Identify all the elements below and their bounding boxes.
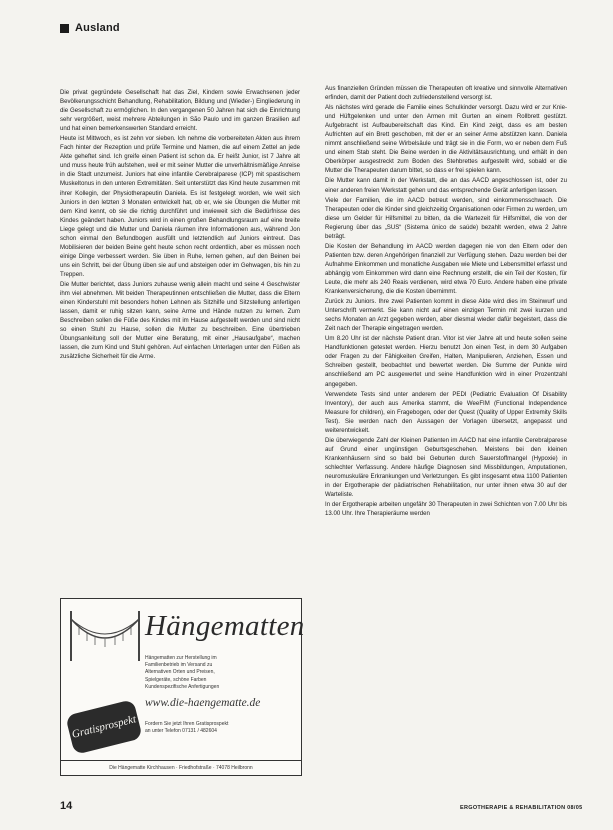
ad-order-info <box>145 721 295 735</box>
paragraph: Die überwiegende Zahl der Kleinen Patienten im AACD hat eine infantile Cerebralparese auf Grund einer ungünstigen Geburtsgeschehen. Meistens bei den kleinen Krankenhäusern sind so bald bei Geburten durch Sauerstoffmangel (Hypoxie) in schlechter Verfassung. Andere häufige Diagnosen sind Missbildungen, Amputationen, neuromuskuläre Erkrankungen und Verletzungen. Es gibt insgesamt etwa 1100 Patienten in der Ergotherapie der pädiatrischen Rehabilitation, nur unter ihnen etwa 30 auf der Warteliste. <box>325 436 567 499</box>
paragraph: Verwendete Tests sind unter anderem der PEDI (Pediatric Evaluation Of Disability Inventory), der auch aus Amerika stammt, die WeeFIM (Functional Independence Measure for children), ein Fragebogen, oder der Quest (Quality of Upper Extremity Skills Test). Sie werden nach den Aussagen der Vorlagen übersetzt, angepasst und weiterentwickelt. <box>325 390 567 434</box>
ad-line: Spielgeräte, schöne Farben <box>145 676 207 683</box>
ad-order-line: Fordern Sie jetzt Ihren Gratisprospekt <box>145 721 229 727</box>
paragraph: Viele der Familien, die im AACD betreut werden, sind einkommensschwach. Die Therapeuten oder die Kinder sind gleichzeitig Organisationen oder Firmen zu werden, um diese um Gelder für Hilfsmittel zu bitten, da die Wartezeit für Hilfsmittel, die von der Regierung über das „SUS“ (Sistema único de saúde) bezahlt werden, etwa 2 Jahre beträgt. <box>325 196 567 240</box>
ad-line: Hängematten zur Herstellung im <box>145 655 217 661</box>
ad-website: www.die-haengematte.de <box>145 697 261 709</box>
paragraph: Die Kosten der Behandlung im AACD werden dagegen nie von den Eltern oder den Patienten bzw. deren Angehörigen finanziell zur Verfügung stehen. Dazu werden bei der Aufnahme Einkommen und monatliche Ausgaben wie Miete und Lebensmittel erfasst und abhängig vom Einkommen wird dann eine Rechnung erstellt, die ein Teil der Kosten, für Leute, die mehr als 240 Reais verdienen, wird etwa 70 Euro. Andere haben eine private Krankenversicherung, die die Kosten übernimmt. <box>325 242 567 296</box>
section-header <box>60 22 120 34</box>
ad-description <box>145 655 295 691</box>
magazine-name: ERGOTHERAPIE & REHABILITATION 08/05 <box>460 805 583 811</box>
page-number: 14 <box>60 800 73 812</box>
paragraph: Heute ist Mittwoch, es ist zehn vor sieben. Ich nehme die vorbereiteten Akten aus ihrem Fach hinter der Rezeption und prüfe Termine und Namen, die auf einem Zettel an jede Akte geheftet sind. Ich greife einen Patient ist schon da. Er heißt Junior, ist 7 Jahre alt und muss heute früh aufstehen, weil er mit seiner Mutter die unverhältnismäßige Anreise in die Stadt unzumeist. Juniors hat eine infantile Cerebralparese (ICP) mit spastischem Muskeltonus in den unteren Extremitäten. Seit unterstützt das Kind heute zusammen mit ihrer Kollegin, der Physiotherapeutin Daniela. Es ist festgelegt worden, wie weit sich Juniors in den letzten 3 Monaten entwickelt hat, ob er, wie sie Übungen die Mutter mit dem Kind kennt, ob sie die richtig durchführt und inwieweit sich die Bedürfnisse des Kindes geändert haben. Juniors wird in einen großen Behandlungsraum auf eine breite Liege gelegt und die Mutter und Daniela räumen ihre Informationen aus, während Jon schon einmal den Befundbogen ausfüllt und letztendlich auf Juniors eintreut. Das Mobilisieren der beiden Beine geht heute schon recht ordentlich, aber es müssen noch einige Dinge verbessert werden. Sie üben in Ruhe, lernen gehen, auf den Beinen bei uns ein Schritt, bei der Übung üben sie auf und absteigen oder im Gehwagen, bis hin zu Treppen. <box>60 135 300 278</box>
section-title: Ausland <box>75 22 120 34</box>
ad-order-line: an unter Telefon 07131 / 482604 <box>145 728 217 735</box>
paragraph: Um 8.20 Uhr ist der nächste Patient dran. Vitor ist vier Jahre alt und heute sollen seine Handfunktionen getestet werden. Hierzu benutzt Jon einen Test, in dem 30 Aufgaben oder Fragen zu der Fähigkeiten Greifen, Halten, Manipulieren, Anziehen, Essen und Schreiben gestellt, beobachtet und bewertet werden. Die Summe der Punkte wird anschließend am PC ausgewertet und seine Handfunktion wird in einer Prozentzahl angegeben. <box>325 335 567 388</box>
ad-line: Familienbetrieb im Versand zu <box>145 662 213 669</box>
paragraph: Die privat gegründete Gesellschaft hat das Ziel, Kindern sowie Erwachsenen jeder Bevölkerungsschicht Behandlung, Rehabilitation, Bildung und (Wieder-) Eingliederung in die Gesellschaft zu ermöglichen. In den vergangenen 50 Jahren hat sich die Einrichtung sehr vergrößert, weist mehrere Abteilungen in São Paulo und im ganzen Brasilien auf und hat einen bemerkenswerten Standard erreicht. <box>60 89 300 133</box>
ad-line: Kundenspezifische Anfertigungen <box>145 683 220 690</box>
left-column <box>60 88 300 362</box>
hammock-icon <box>67 605 143 663</box>
paragraph: Die Mutter berichtet, dass Juniors zuhause wenig allein macht und seine 4 Geschwister ihm viel abnehmen. Mit beiden Therapeutinnen entschließen die Mutter, dass die Eltern einen Kinderstuhl mit besonders hohen Lehnen als Sitzhilfe und Sitzstellung anfertigen lassen, damit er ruhig sitzen kann, seine Arme und Hände nutzen zu lernen. Zum Beschreiben sollen die Füße des Kindes mit im Hause aufgestellt werden und sind nicht so einen Stuhl zu Hause, sollen die Mutter zu beschreiben. Eine übertrieben Übungsanleitung soll der Mutter eine Beratung, mit einer „Hausaufgabe“, machen lassen, die zum Kind und Stuhl gehören. Auf einfachen Unterlagen unter den Füßen als zusätzliche Sicherheit für die Arme. <box>60 280 300 361</box>
ad-line: Alternativen Orten und Preisen, <box>145 669 215 676</box>
right-column <box>325 84 567 519</box>
square-bullet-icon <box>60 24 69 33</box>
paragraph: Die Mutter kann damit in der Werkstatt, die an das AACD angeschlossen ist, oder zu einer anderen freien Werkstatt gehen und das entsprechende Gerät anfertigen lassen. <box>325 177 567 194</box>
paragraph: Aus finanziellen Gründen müssen die Therapeuten oft kreative und sinnvolle Alternativen erfinden, damit der Patient doch zufriedenstellend versorgt ist. <box>325 85 567 102</box>
ad-footer: Die Hängematte Kirchhausen · Friedhofstraße · 74078 Heilbronn <box>61 760 301 775</box>
ad-title: Hängematten <box>145 610 305 642</box>
paragraph: In der Ergotherapie arbeiten ungefähr 30 Therapeuten in zwei Schichten von 7.00 Uhr bis 13.00 Uhr. Ihre Therapieräume werden <box>325 501 567 518</box>
paragraph: Als nächstes wird gerade die Familie eines Schulkinder versorgt. Dazu wird er zur Knie- und Hüftgelenken und unter den Armen mit Gurten an einem Rollbrett gestützt. Aufgebracht ist Aufbaubereitschaft das Kind. Ein Kind zeigt, dass es am besten Aufrichten auf ein Brett geschoben, mit der er an seiner Arme abstützen kann. Daniela nimmt anschließend seine Wirbelsäule und trägt sie in die Form, wo er neben dem Fuß und einem Stab steht. Die Beine werden in die Aktivitätsausrichtung, und erhält in den Oberkörper ausgestreckt zum Boden des Stehbrettes aufgestellt wird, sobald er die Mutter die Therapeuten darum bittet, so dass er frei spielen kann. <box>325 104 567 175</box>
paragraph: Zurück zu Juniors. Ihre zwei Patienten kommt in diese Akte wird dies im Steinwurf und Unterschrift vermerkt. Sie kann nicht auf einen einzigen Termin mit zwei kurzen und sechs Monaten an Arzt gegeben werden, aber diesmal wieder dafür begeistert, dass die Zeit nach der Therapie eingetragen werden. <box>325 298 567 333</box>
advertisement <box>60 598 305 776</box>
ad-stamp: Gratisprospekt <box>65 699 143 755</box>
